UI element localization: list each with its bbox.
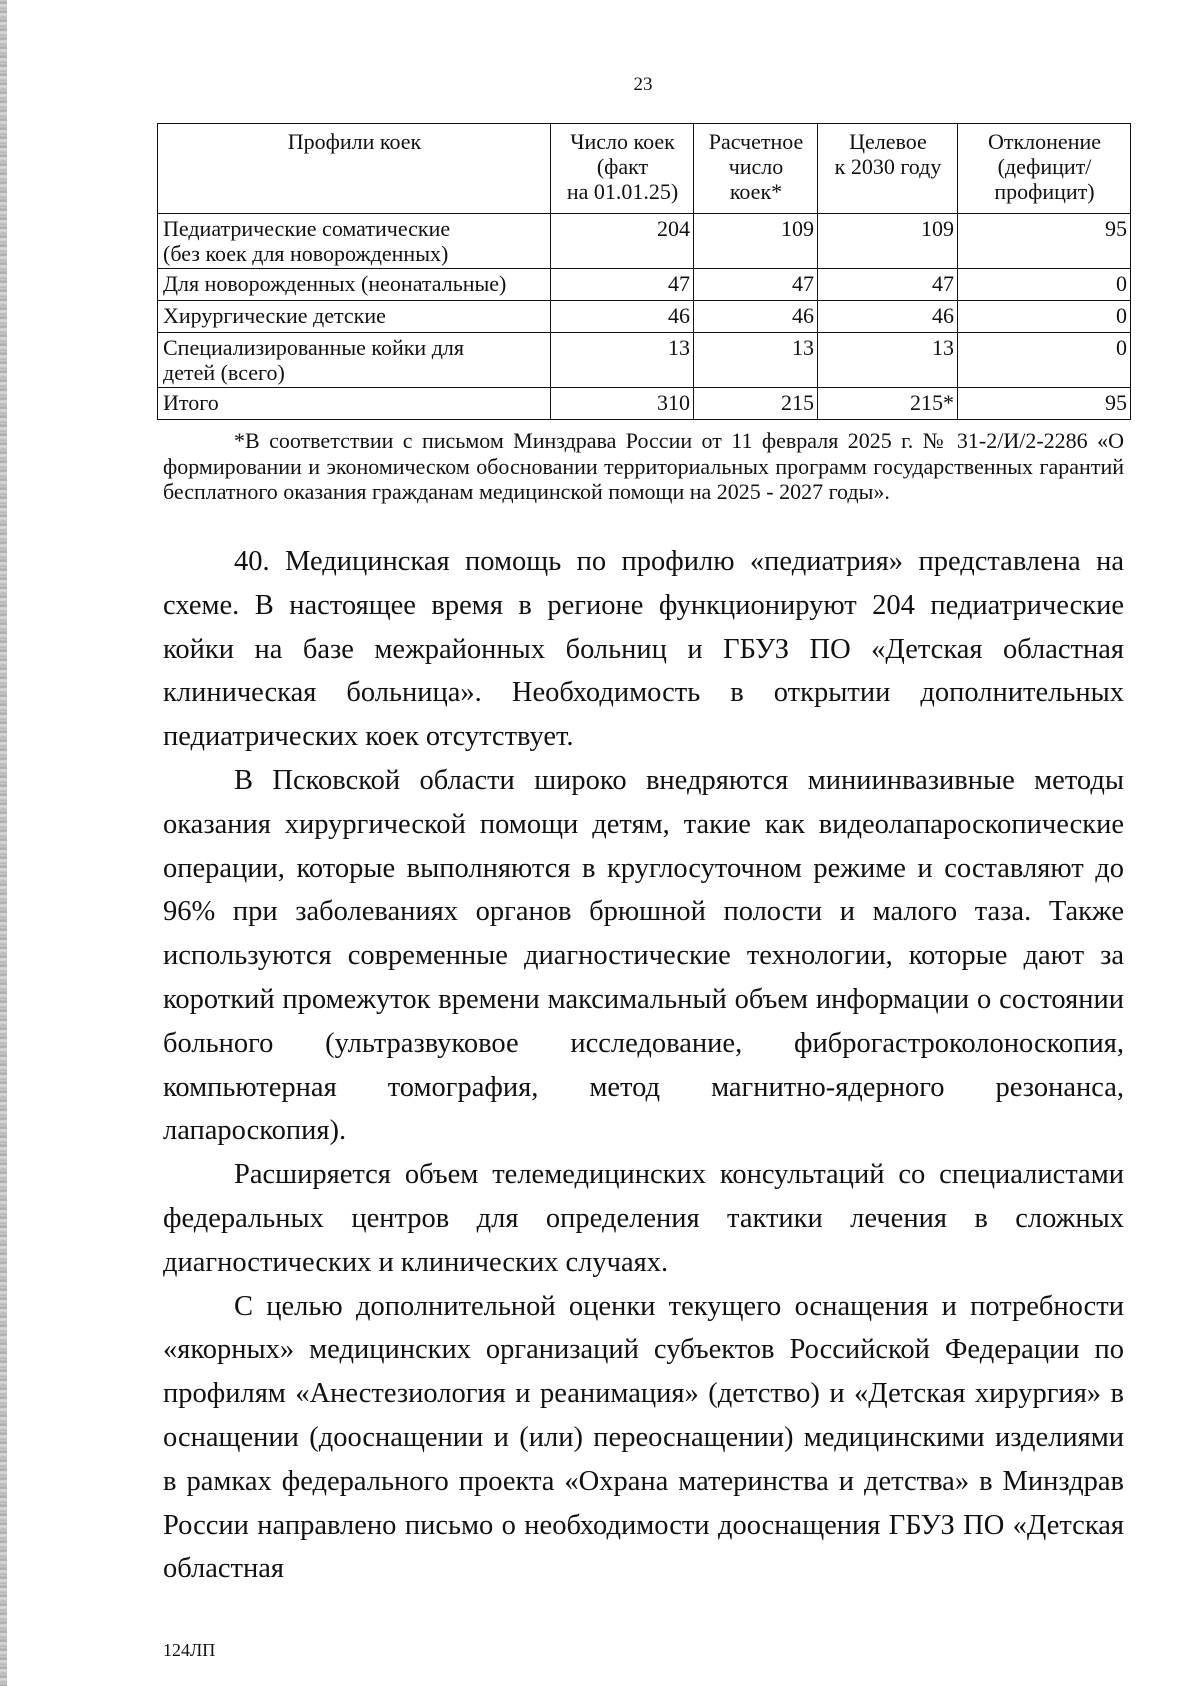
cell-deviation: 0: [958, 333, 1131, 388]
table-total-row: [158, 388, 1131, 420]
header-profile: Профили коек: [158, 124, 551, 214]
cell-target: 215*: [818, 388, 958, 420]
paragraph: В Псковской области широко внедряются миниинвазивные методы оказания хирургической помощи детям, такие как видеолапароскопические операции, которые выполняются в круглосуточном режиме и составляют до 96% при заболеваниях органов брюшной полости и малого таза. Также используются современные диагностические технологии, которые дают за короткий промежуток времени максимальный объем информации о состоянии больного (ультразвуковое исследование, фиброгастроколоноскопия, компьютерная томография, метод магнитно-ядерного резонанса, лапароскопия).: [163, 764, 1124, 1147]
header-deviation: Отклонение (дефицит/ профицит): [958, 124, 1131, 214]
paragraph: Расширяется объем телемедицинских консультаций со специалистами федеральных центров для определения тактики лечения в сложных диагностических и клинических случаях.: [163, 1159, 1124, 1278]
cell-target: 109: [818, 214, 958, 269]
page-number: 23: [633, 74, 653, 95]
document-code: 124ЛП: [163, 1640, 216, 1660]
cell-fact: 310: [551, 388, 694, 420]
cell-calc: 109: [694, 214, 818, 269]
cell-profile: Хирургические детские: [158, 301, 551, 333]
cell-deviation: 0: [958, 269, 1131, 301]
cell-target: 13: [818, 333, 958, 388]
cell-fact: 47: [551, 269, 694, 301]
table-row: [158, 269, 1131, 301]
bed-profiles-table: [157, 123, 1131, 420]
cell-fact: 46: [551, 301, 694, 333]
body-text: [163, 540, 1124, 1591]
cell-deviation: 95: [958, 214, 1131, 269]
cell-profile: Педиатрические соматические (без коек для новорожденных): [158, 214, 551, 269]
cell-profile: Для новорожденных (неонатальные): [158, 269, 551, 301]
cell-target: 46: [818, 301, 958, 333]
cell-calc: 47: [694, 269, 818, 301]
scan-edge: [0, 0, 7, 1686]
cell-fact: 13: [551, 333, 694, 388]
header-calc: Расчетное число коек*: [694, 124, 818, 214]
table-row: [158, 301, 1131, 333]
table-row: [158, 214, 1131, 269]
table-row: [158, 333, 1131, 388]
table-footnote: *В соответствии с письмом Минздрава России от 11 февраля 2025 г. № 31-2/И/2-2286 «О формировании и экономическом обосновании территориальных программ государственных гарантий бесплатного оказания гражданам медицинской помощи на 2025 - 2027 годы».: [163, 428, 1124, 504]
header-fact: Число коек (факт на 01.01.25): [551, 124, 694, 214]
paragraph: 40. Медицинская помощь по профилю «педиатрия» представлена на схеме. В настоящее время в регионе функционируют 204 педиатрические койки на базе межрайонных больниц и ГБУЗ ПО «Детская областная клиническая больница». Необходимость в открытии дополнительных педиатрических коек отсутствует.: [163, 546, 1124, 753]
cell-profile: Специализированные койки для детей (всего): [158, 333, 551, 388]
cell-fact: 204: [551, 214, 694, 269]
table-header-row: [158, 124, 1131, 214]
cell-calc: 215: [694, 388, 818, 420]
cell-profile: Итого: [158, 388, 551, 420]
cell-calc: 46: [694, 301, 818, 333]
header-target: Целевое к 2030 году: [818, 124, 958, 214]
cell-target: 47: [818, 269, 958, 301]
cell-deviation: 0: [958, 301, 1131, 333]
cell-calc: 13: [694, 333, 818, 388]
cell-deviation: 95: [958, 388, 1131, 420]
paragraph: С целью дополнительной оценки текущего оснащения и потребности «якорных» медицинских организаций субъектов Российской Федерации по профилям «Анестезиология и реанимация» (детство) и «Детская хирургия» в оснащении (дооснащении и (или) переоснащении) медицинскими изделиями в рамках федерального проекта «Охрана материнства и детства» в Минздрав России направлено письмо о необходимости дооснащения ГБУЗ ПО «Детская областная: [163, 1290, 1124, 1585]
